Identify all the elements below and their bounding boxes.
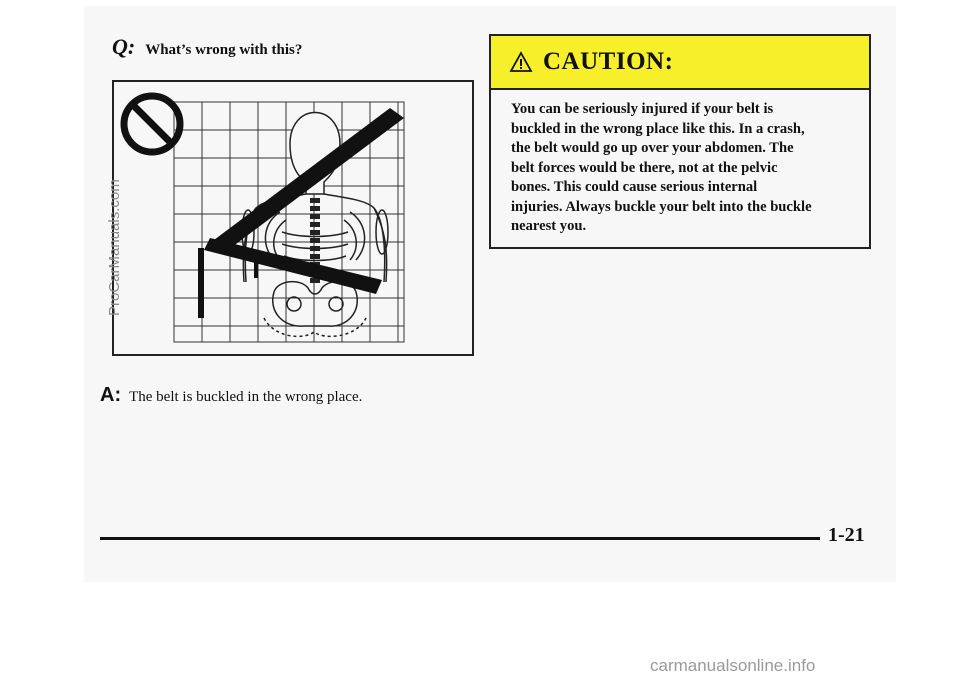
- answer-mark: A:: [100, 384, 122, 406]
- caution-box: [489, 34, 871, 249]
- caution-line: buckled in the wrong place like this. In a crash,: [511, 120, 805, 137]
- bottom-watermark: carmanualsonline.info: [650, 656, 816, 675]
- caution-header: [491, 36, 869, 90]
- answer-text: The belt is buckled in the wrong place.: [129, 389, 363, 405]
- footer-rule: [100, 537, 820, 540]
- question: [112, 34, 302, 60]
- answer: [100, 384, 362, 407]
- caution-text: [491, 90, 869, 237]
- prohibited-icon: [124, 96, 180, 152]
- seatbelt-illustration: [112, 80, 474, 356]
- question-text: What’s wrong with this?: [145, 42, 303, 58]
- caution-line: the belt would go up over your abdomen. The: [511, 140, 794, 156]
- side-watermark-text: ProCarManuals.com: [106, 179, 123, 316]
- page-number: 1-21: [828, 524, 865, 546]
- caution-line: injuries. Always buckle your belt into the buckle: [511, 198, 812, 215]
- caution-line: bones. This could cause serious internal: [511, 179, 758, 195]
- caution-line: belt forces would be there, not at the pelvic: [511, 159, 778, 176]
- question-mark: Q:: [112, 34, 136, 59]
- skeleton-drawing: [114, 82, 472, 354]
- caution-line: You can be seriously injured if your belt is: [511, 101, 774, 117]
- caution-line: nearest you.: [511, 218, 587, 234]
- caution-title: CAUTION:: [543, 48, 674, 75]
- pelvis: [264, 282, 366, 337]
- warning-triangle-icon: [509, 51, 533, 73]
